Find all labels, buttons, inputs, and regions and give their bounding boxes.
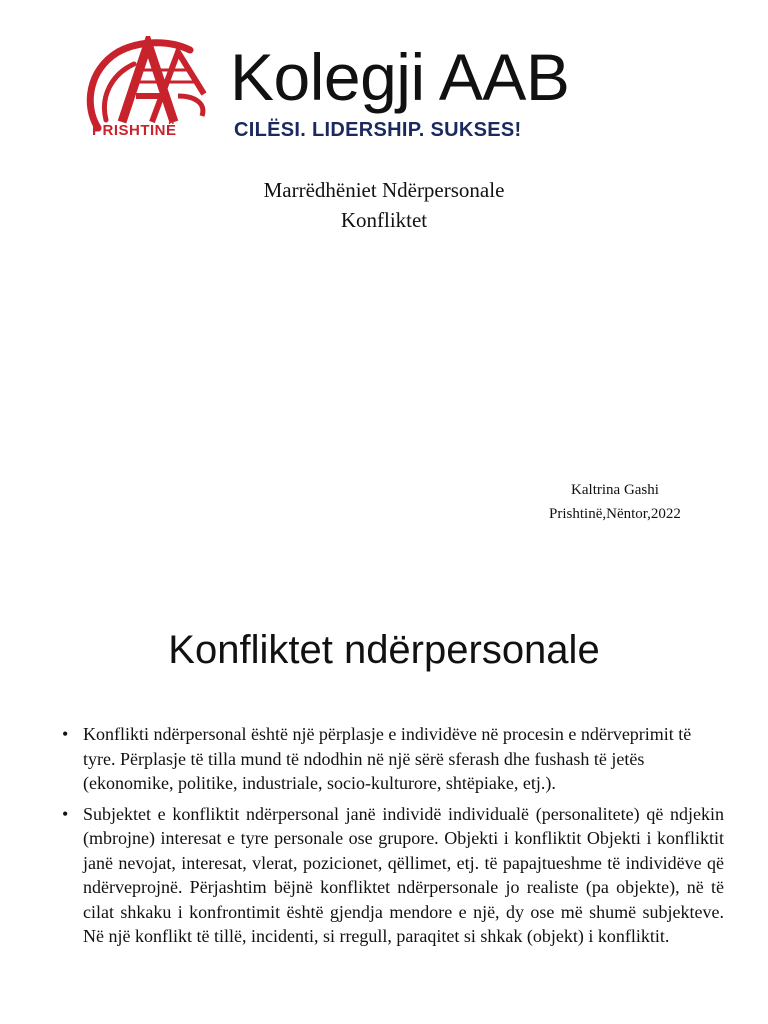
bullet-list	[62, 722, 724, 955]
place-date: Prishtinë,Nëntor,2022	[549, 506, 681, 522]
logo-tagline: CILËSI. LIDERSHIP. SUKSES!	[234, 119, 522, 141]
author-block	[500, 478, 730, 526]
bullet-icon: •	[62, 724, 69, 744]
list-item	[62, 722, 724, 796]
list-item	[62, 802, 724, 949]
author-name: Kaltrina Gashi	[571, 482, 659, 498]
logo-name: Kolegji AAB	[230, 40, 570, 114]
cover-title	[0, 175, 768, 235]
bullet-icon: •	[62, 803, 69, 824]
cover-title-line-1: Marrëdhëniet Ndërpersonale	[263, 178, 505, 202]
section-title: Konfliktet ndërpersonale	[168, 628, 600, 672]
bullet-text: Konflikti ndërpersonal është një përplasje e individëve në procesin e ndërveprimit të tyre. Përplasje të tilla mund të ndodhin në një sërë sferash dhe fushash të jetës (ekonomike, politike, industriale, socio-kulturore, shtëpiake, etj.).	[83, 724, 692, 793]
bullet-text: Subjektet e konfliktit ndërpersonal janë individë individualë (personalitete) që ndjekin (mbrojne) interesat e tyre personale ose grupore. Objekti i konfliktit Objekti i konfliktit janë nevojat, interesat, vlerat, pozicionet, qëllimet, etj. të papajtueshme të individëve që ndërveprojnë. Përjashtim bëjnë konfliktet ndërpersonale jo realiste (pa objekte), në të cilat shkaku i konfrontimit është gjendja mendore e një, dy ose më shumë subjekteve. Në një konflikt të tillë, incidenti, si rregull, paraqitet si shkak (objekt) i konfliktit.	[83, 803, 724, 946]
college-logo	[78, 36, 598, 146]
logo-city-label: PRISHTINË	[92, 122, 177, 139]
cover-title-line-2: Konfliktet	[340, 208, 428, 232]
